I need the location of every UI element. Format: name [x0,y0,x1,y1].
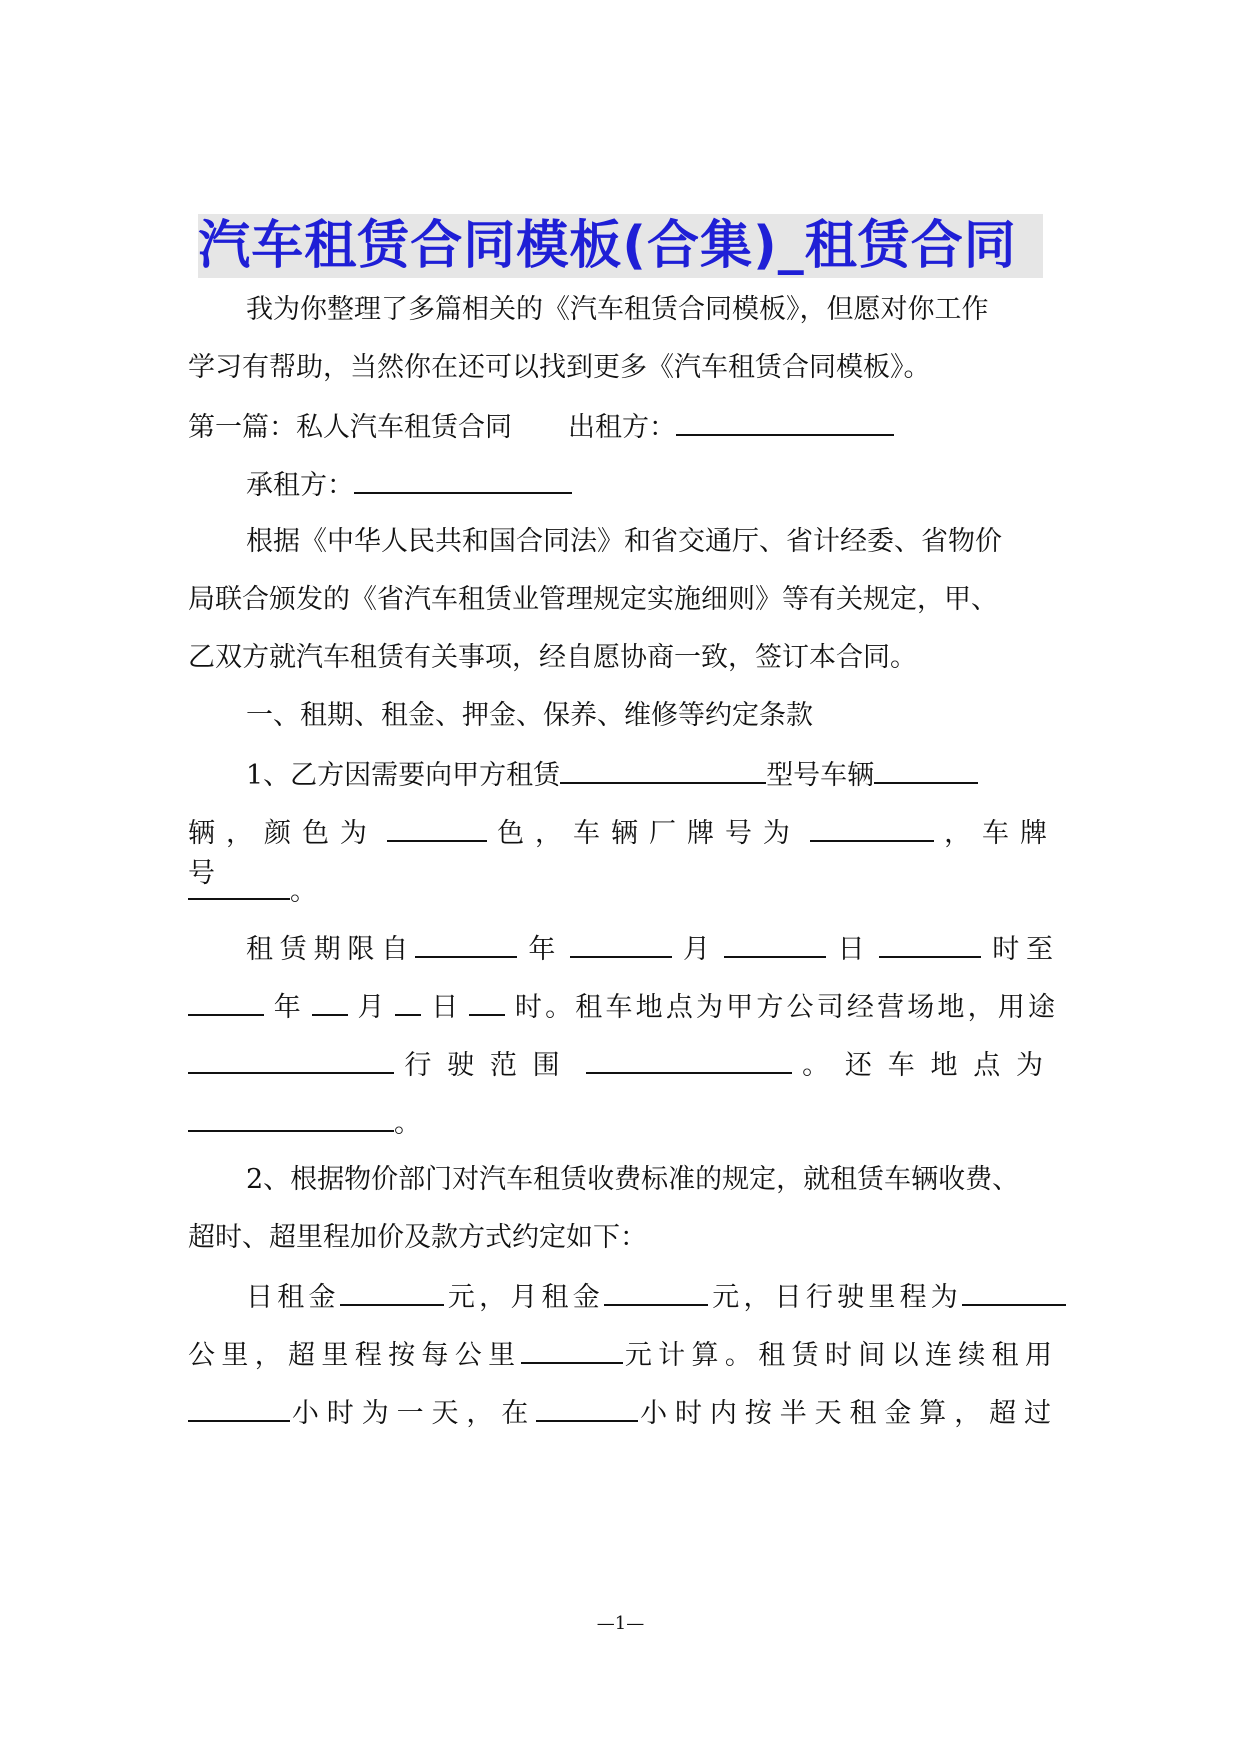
blank [810,812,934,842]
fees-line-2 [188,1334,1057,1376]
lessee-line [246,464,572,506]
clause-1-line-3 [188,870,317,912]
preamble-line-2: 局联合颁发的《省汽车租赁业管理规定实施细则》等有关规定，甲、 [188,584,998,615]
blank [570,928,672,958]
blank [560,754,766,784]
lessee-label: 承租方： [246,470,354,501]
period-line-3 [188,1044,1057,1086]
intro-line-1: 我为你整理了多篇相关的《汽车租赁合同模板》，但愿对你工作 [246,294,989,325]
fees-line-3 [188,1392,1057,1434]
period-text-d: 日 [837,934,868,965]
fees-text-a: 日租金 [246,1282,340,1313]
fees-text-c: 元，日行驶里程为 [708,1282,963,1313]
section-1-heading: 一、租期、租金、押金、保养、维修等约定条款 [246,700,813,731]
clause-1-text-a: 1、乙方因需要向甲方租赁 [246,760,561,791]
clause-1-text-e: ，车牌号 [188,818,1058,889]
period-line-4 [188,1102,421,1144]
period-text-a: 租赁期限自 [246,934,416,965]
blank [340,1276,444,1306]
blank [188,1044,394,1074]
fees-text-b: 元，月租金 [443,1282,605,1313]
period-text-g: 月 [357,992,386,1023]
period-text-j: 行驶范围 [404,1050,576,1081]
period-text-l: 。 [394,1108,421,1139]
clause-2-line-2: 超时、超里程加价及款方式约定如下： [188,1222,647,1253]
fees-text-f: 小时为一天，在 [290,1398,537,1429]
period-text-i: 时。租车地点为甲方公司经营场地，用途 [514,992,1057,1023]
intro-line-2: 学习有帮助，当然你在还可以找到更多《汽车租赁合同模板》。 [188,352,931,383]
preamble-line-3: 乙双方就汽车租赁有关事项，经自愿协商一致，签订本合同。 [188,642,917,673]
lessee-blank [354,464,572,494]
blank [188,870,290,900]
clause-1-line-1 [246,754,978,796]
clause-1-line-2 [188,812,1057,894]
fees-text-e: 元计算。租赁时间以连续租用 [623,1340,1058,1371]
document-title: 汽车租赁合同模板(合集)_租赁合同 [198,214,1043,278]
clause-1-text-d: 色，车辆厂牌号为 [497,818,801,849]
lessor-label: 出租方： [568,412,676,443]
period-line-2 [188,986,1057,1028]
blank [604,1276,708,1306]
blank [188,1102,394,1132]
blank [962,1276,1066,1306]
period-text-e: 时至 [992,934,1057,965]
period-text-k: 。还车地点为 [802,1050,1057,1081]
fees-line-1 [246,1276,1066,1318]
blank [469,986,505,1016]
preamble-line-1: 根据《中华人民共和国合同法》和省交通厅、省计经委、省物价 [246,526,1002,557]
clause-1-text-c: 辆，颜色为 [188,818,378,849]
period-text-b: 年 [528,934,559,965]
title-wrap [0,214,1241,278]
lessor-blank [676,406,894,436]
page-number: —1— [596,1613,645,1634]
blank [387,812,487,842]
blank [724,928,826,958]
blank [188,1392,290,1422]
fees-text-g: 小时内按半天租金算，超过 [638,1398,1058,1429]
blank [312,986,348,1016]
chapter-line [188,406,894,448]
blank [874,754,978,784]
blank [395,986,421,1016]
clause-1-text-f: 。 [290,876,317,907]
period-text-h: 日 [431,992,460,1023]
blank [521,1334,623,1364]
blank [536,1392,638,1422]
clause-1-text-b: 型号车辆 [766,760,875,791]
period-text-c: 月 [683,934,713,965]
blank [188,986,264,1016]
period-text-f: 年 [273,992,302,1023]
fees-text-d: 公里，超里程按每公里 [188,1340,522,1371]
blank [586,1044,792,1074]
clause-2-line-1: 2、根据物价部门对汽车租赁收费标准的规定，就租赁车辆收费、 [246,1164,1020,1195]
period-line-1 [246,928,1057,970]
blank [415,928,517,958]
chapter-heading: 第一篇：私人汽车租赁合同 [188,412,512,443]
blank [879,928,981,958]
